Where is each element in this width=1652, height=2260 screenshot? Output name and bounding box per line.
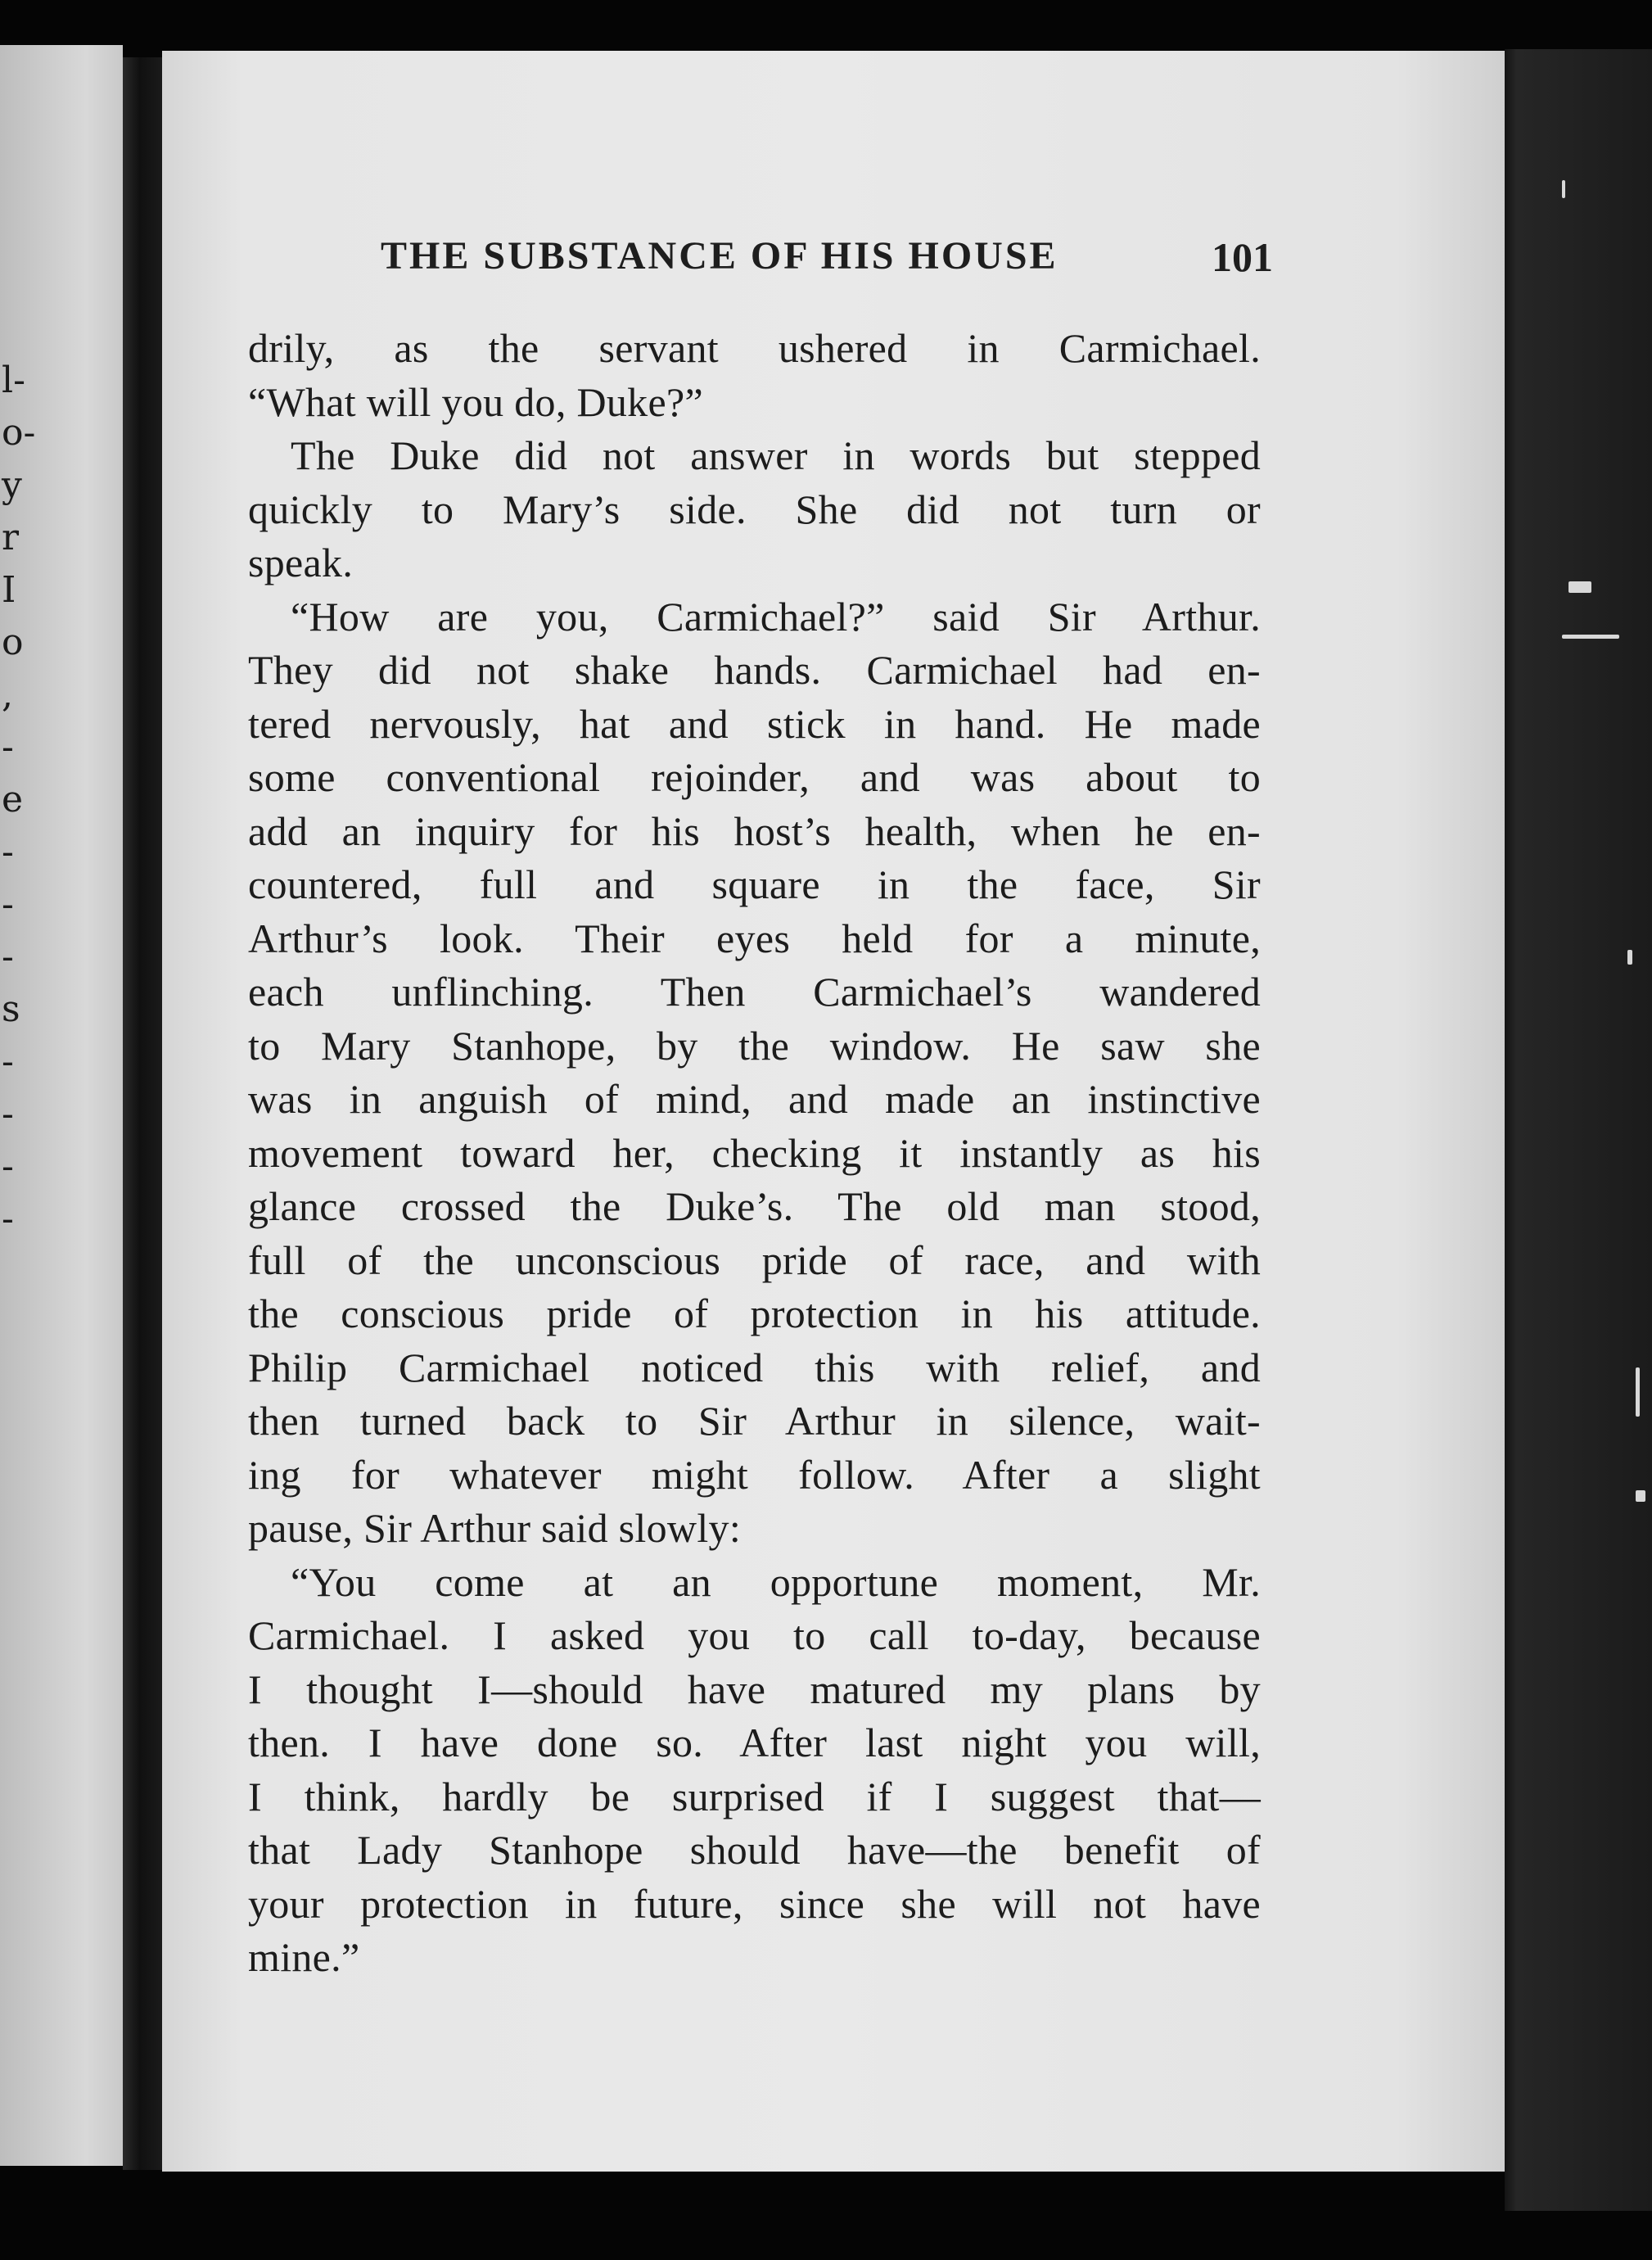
book-edge [1505,49,1652,2211]
text-line: “What will you do, Duke?” [248,378,703,425]
text-line: Carmichael. I asked you to call to-day, because [248,1612,1261,1658]
text-line: then. I have done so. After last night you will, [248,1720,1261,1765]
text-line: that Lady Stanhope should have—the benefit of [248,1827,1261,1873]
body-text [248,322,1261,1985]
text-line: full of the unconscious pride of race, and with [248,1236,1261,1283]
text-line: Arthur’s look. Their eyes held for a minute, [248,915,1261,961]
text-line: the conscious pride of protection in his attitude. [248,1290,1261,1336]
left-page-fragment: - [2,936,14,978]
text-line: “How are you, Carmichael?” said Sir Arthur. [291,593,1261,640]
text-line: speak. [248,540,354,585]
text-line: glance crossed the Duke’s. The old man stood, [248,1183,1261,1229]
left-page-fragment: - [2,1041,14,1083]
text-line: your protection in future, since she will not have [248,1880,1261,1927]
left-page-fragment: o- [2,412,36,454]
text-line: I think, hardly be surprised if I suggest that— [248,1773,1261,1819]
book-gutter [123,57,165,2170]
text-line: The Duke did not answer in words but stepped [291,432,1261,478]
text-line: mine.” [248,1934,360,1980]
left-page-fragment: - [2,1146,14,1187]
text-line: drily, as the servant ushered in Carmichael. [248,325,1261,371]
text-line: some conventional rejoinder, and was about to [248,754,1261,800]
text-line: quickly to Mary’s side. She did not turn or [248,486,1261,532]
text-line: then turned back to Sir Arthur in silence, wait- [248,1398,1261,1444]
left-page-fragment: e [2,779,24,820]
page-number: 101 [1212,234,1273,280]
left-page-fragment: I [2,569,16,611]
left-page-fragment: y [2,464,22,506]
text-line: Philip Carmichael noticed this with relief, and [248,1344,1261,1390]
text-line: movement toward her, checking it instantly as his [248,1129,1261,1176]
left-page-fragment: - [2,1093,14,1135]
text-line: “You come at an opportune moment, Mr. [291,1558,1261,1605]
left-page-fragment: , [2,674,13,716]
text-line: tered nervously, hat and stick in hand. He made [248,700,1261,747]
page-header [217,233,1273,291]
running-head: THE SUBSTANCE OF HIS HOUSE [381,234,1058,278]
text-line: countered, full and square in the face, Sir [248,861,1261,907]
text-line: ing for whatever might follow. After a slight [248,1451,1261,1498]
left-page-text-fragments [2,356,36,1247]
text-line: They did not shake hands. Carmichael had en- [248,647,1261,693]
left-page-fragment: s [2,988,20,1030]
left-page-fragment: - [2,1198,14,1240]
text-line: I thought I—should have matured my plans by [248,1666,1261,1712]
text-line: each unflinching. Then Carmichael’s wandered [248,969,1261,1015]
left-page-fragment: - [2,884,14,925]
text-line: pause, Sir Arthur said slowly: [248,1505,742,1551]
left-page-fragment: - [2,831,14,873]
left-page-fragment: - [2,726,14,768]
left-facing-page [0,45,123,2166]
left-page-fragment: r [2,517,20,558]
left-page-fragment: l- [2,359,25,401]
text-line: was in anguish of mind, and made an instinctive [248,1076,1261,1122]
text-line: to Mary Stanhope, by the window. He saw she [248,1022,1261,1069]
left-page-fragment: o [2,622,24,663]
text-line: add an inquiry for his host’s health, when he en- [248,807,1261,854]
